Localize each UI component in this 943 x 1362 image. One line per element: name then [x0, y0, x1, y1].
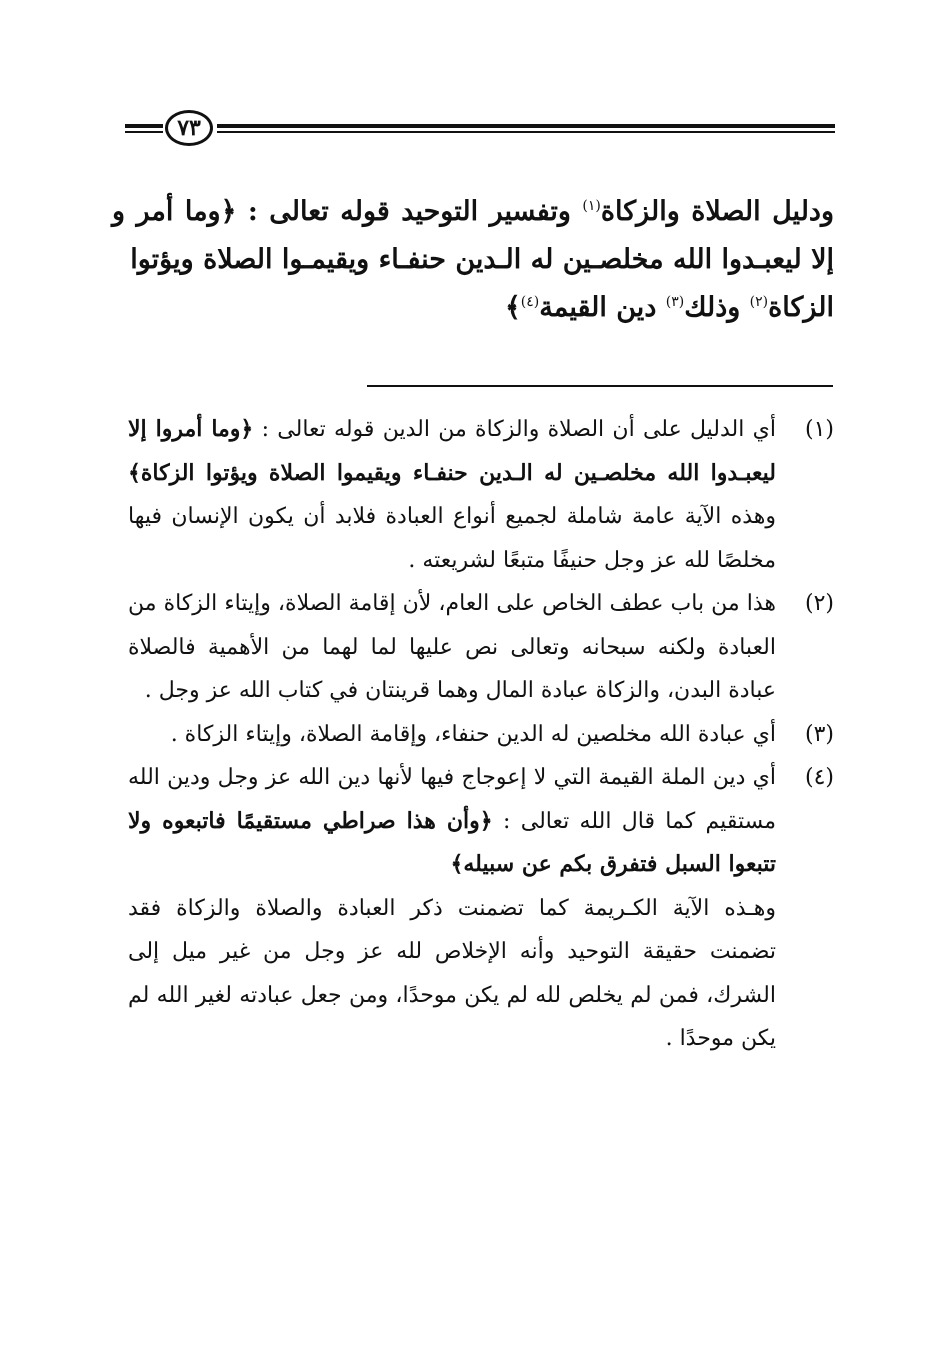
footnote-separator [367, 385, 833, 387]
main-text [112, 188, 834, 332]
footnote-ref-2[interactable]: (٢) [749, 294, 769, 310]
main-verse-start: ﴿وما أمر و إلا ليعبـدوا الله مخلصـين له الـدين حنفـاء ويقيمـوا الصلاة ويؤتوا [112, 196, 834, 275]
footnote-4 [128, 756, 834, 887]
footnote-3-number: (٣) [804, 721, 834, 747]
footnote-1-number: (١) [804, 417, 834, 442]
footnote-1 [128, 408, 834, 582]
footnote-3-body: أي عبادة الله مخلصين له الدين حنفاء، وإقامة الصلاة، وإيتاء الزكاة . [170, 721, 776, 747]
footnote-4-intro: أي دين الملة القيمة التي لا إعوجاج فيها لأنها دين الله عز وجل ودين الله مستقيم كما قال الله تعالى : [128, 765, 776, 834]
footnote-2-body: هذا من باب عطف الخاص على العام، لأن إقامة الصلاة، وإيتاء الزكاة من العبادة ولكنه سبحانه وتعالى نص عليها لما لهما من الأهمية فالصلاة عبادة البدن، والزكاة عبادة المال وهما قرينتان في كتاب الله عز وجل . [128, 591, 776, 703]
main-verse-dhalik: وذلك [684, 292, 750, 323]
main-verse-end: دين القيمة [539, 292, 666, 323]
main-lead: ودليل الصلاة والزكاة [600, 196, 834, 227]
main-verse-close: ﴾ [504, 292, 521, 323]
footnote-1-intro: أي الدليل على أن الصلاة والزكاة من الدين قوله تعالى : [253, 417, 776, 442]
footnote-1-verse: ﴿وما أمروا إلا ليعبـدوا الله مخلصـين له الـدين حنفـاء ويقيموا الصلاة ويؤتوا الزكاة﴾ [128, 416, 776, 486]
footnote-3 [128, 713, 834, 757]
footnote-4-extra: وهـذه الآية الكـريمة كما تضمنت ذكر العبادة والصلاة والزكاة فقد تضمنت حقيقة التوحيد وأنه الإخلاص لله عز وجل من غير ميل إلى الشرك، فمن لم يخلص لله لم يكن موحدًا، ومن جعل عبادته لغير الله لم يكن موحدًا . [128, 895, 776, 1051]
footnote-4-number: (٤) [804, 765, 834, 790]
footnote-4-body [128, 756, 776, 887]
page-number: ٧٣ [165, 110, 213, 146]
main-verse-zakat: الزكاة [768, 292, 834, 323]
main-mid: وتفسير التوحيد قوله تعالى : [236, 196, 583, 227]
footnote-1-rest: وهذه الآية عامة شاملة لجميع أنواع العبادة فلابد أن يكون الإنسان فيها مخلصًا لله عز وجل حنيفًا متبعًا لشريعته . [128, 504, 776, 573]
footnote-1-body [128, 408, 776, 582]
footnote-2-number: (٢) [804, 591, 834, 616]
footnote-ref-4[interactable]: (٤) [520, 294, 540, 310]
footnote-4-verse: ﴿وأن هذا صراطي مستقيمًا فاتبعوه ولا تتبعوا السبل فتفرق بكم عن سبيله﴾ [128, 807, 776, 877]
page-header [125, 110, 835, 150]
header-rule-left [125, 124, 163, 135]
header-rule-right [217, 124, 835, 135]
main-last-line [112, 284, 834, 332]
footnote-2 [128, 582, 834, 713]
footnote-ref-1[interactable]: (١) [582, 198, 601, 214]
footnotes [128, 408, 834, 1061]
footnote-ref-3[interactable]: (٣) [665, 294, 685, 310]
